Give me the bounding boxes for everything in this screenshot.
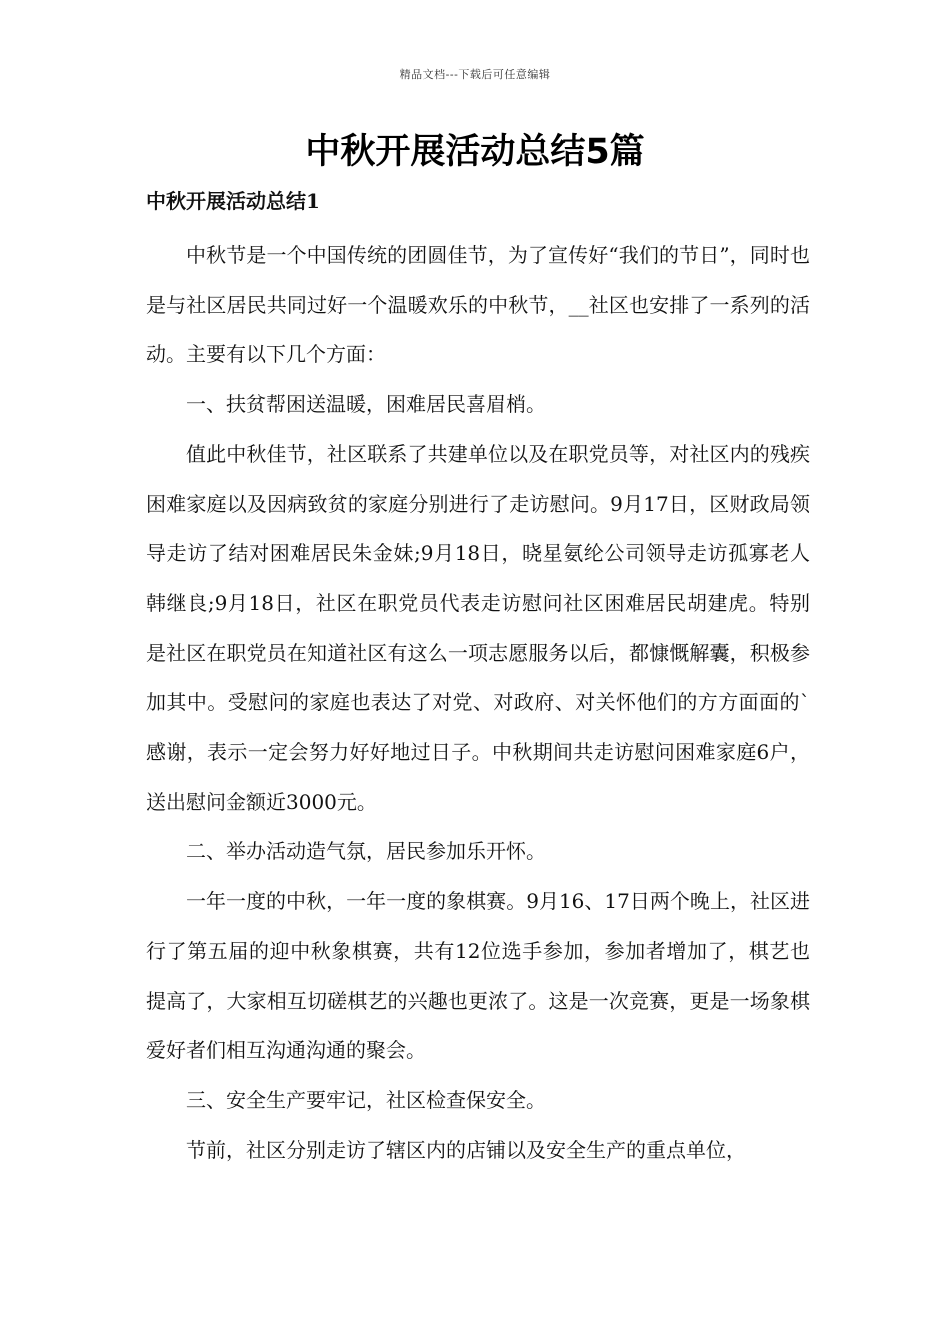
paragraph-heading-one: 一、扶贫帮困送温暖，困难居民喜眉梢。: [186, 392, 546, 417]
paragraph-intro: 中秋节是一个中国传统的团圆佳节，为了宣传好“我们的节日”，同时也是与社区居民共同过好一个温暖欢乐的中秋节，__社区也安排了一系列的活动。主要有以下几个方面：: [146, 243, 810, 367]
paragraph-visits: 值此中秋佳节，社区联系了共建单位以及在职党员等，对社区内的残疾困难家庭以及因病致贫的家庭分别进行了走访慰问。9月17日，区财政局领导走访了结对困难居民朱金妹;9月18日，晓星氨纶公司领导走访孤寡老人韩继良;9月18日，社区在职党员代表走访慰问社区困难居民胡建虎。特别是社区在职党员在知道社区有这么一项志愿服务以后，都慷慨解囊，积极参加其中。受慰问的家庭也表达了对党、对政府、对关怀他们的方方面面的`感谢，表示一定会努力好好地过日子。中秋期间共走访慰问困难家庭6户，送出慰问金额近3000元。: [146, 441, 810, 814]
document-body: [146, 231, 810, 1175]
paragraph-safety: 节前，社区分别走访了辖区内的店铺以及安全生产的重点单位，: [186, 1137, 746, 1162]
paragraph-heading-two: 二、举办活动造气氛，居民参加乐开怀。: [186, 839, 546, 864]
paragraph-chess: 一年一度的中秋，一年一度的象棋赛。9月16、17日两个晚上，社区进行了第五届的迎中秋象棋赛，共有12位选手参加，参加者增加了，棋艺也提高了，大家相互切磋棋艺的兴趣也更浓了。这是一次竞赛，更是一场象棋爱好者们相互沟通沟通的聚会。: [146, 889, 810, 1063]
header-note: 精品文档---下载后可任意编辑: [399, 68, 551, 81]
paragraph-heading-three: 三、安全生产要牢记，社区检查保安全。: [186, 1087, 546, 1112]
document-title: 中秋开展活动总结5篇: [305, 132, 645, 172]
section-heading: 中秋开展活动总结1: [146, 189, 320, 213]
